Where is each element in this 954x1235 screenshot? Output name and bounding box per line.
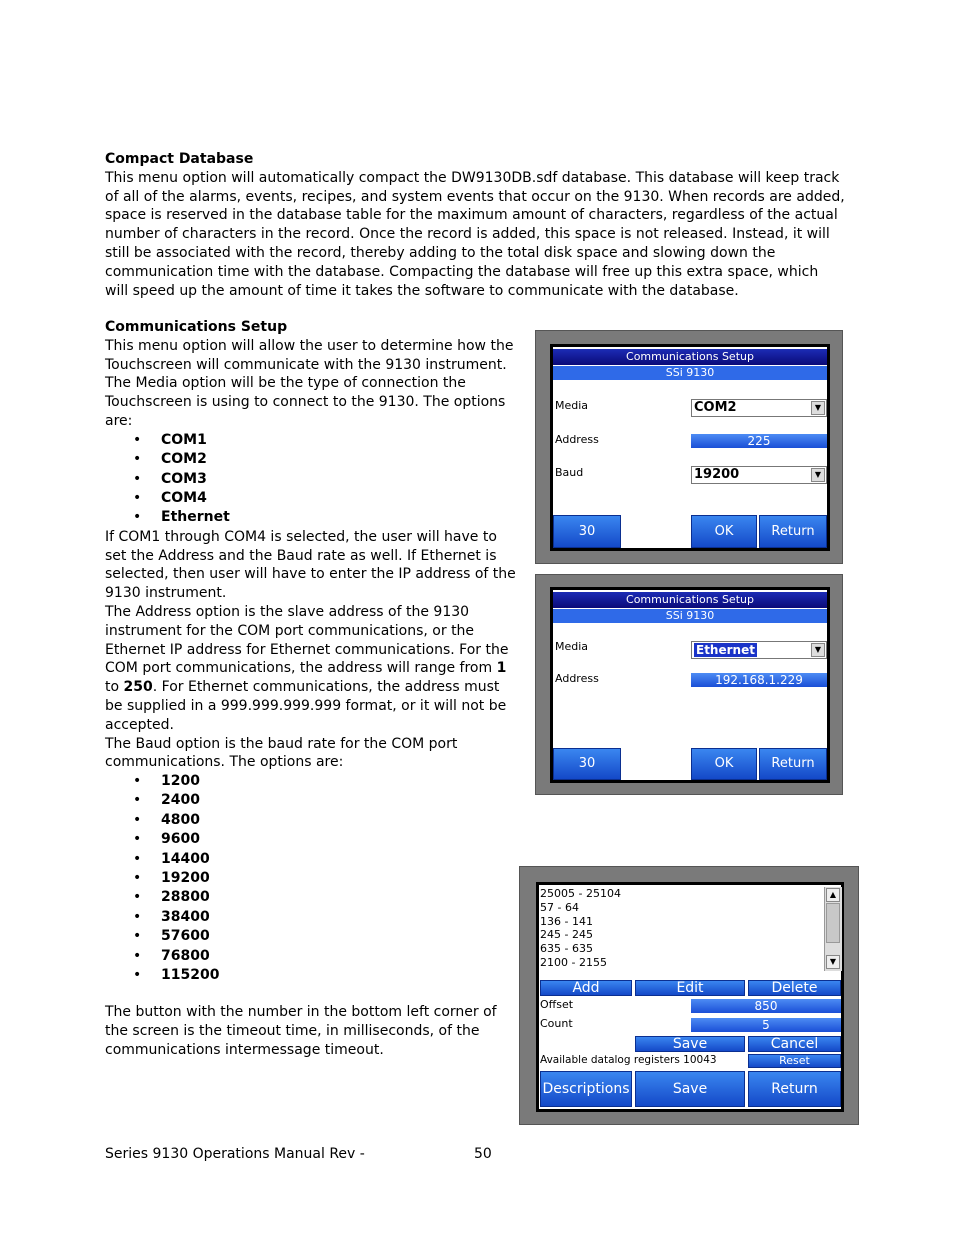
para3-to: to	[105, 679, 124, 696]
media-value: Ethernet	[696, 643, 755, 657]
baud-select[interactable]	[691, 466, 827, 484]
list-item: • 28800	[105, 888, 521, 907]
media-select[interactable]	[691, 399, 827, 417]
scroll-up-icon[interactable]: ▲	[826, 888, 840, 902]
baud-label: Baud	[555, 466, 584, 479]
media-options-list	[105, 431, 521, 528]
screen-subtitle: SSi 9130	[553, 366, 827, 380]
save-entry-button[interactable]: Save	[635, 1036, 745, 1052]
address-field[interactable]: 225	[691, 434, 827, 448]
dropdown-arrow-icon[interactable]: ▼	[811, 643, 825, 657]
count-label: Count	[540, 1017, 573, 1030]
cancel-button[interactable]: Cancel	[748, 1036, 841, 1052]
list-item[interactable]: 136 - 141	[540, 914, 593, 928]
list-item[interactable]: 25005 - 25104	[540, 887, 621, 900]
add-button[interactable]: Add	[540, 980, 632, 996]
available-registers-text: Available datalog registers 10043	[540, 1054, 717, 1066]
screen-title: Communications Setup	[553, 592, 827, 608]
return-button[interactable]: Return	[759, 748, 827, 780]
list-item: • 115200	[105, 966, 521, 985]
list-item: • COM4	[105, 489, 521, 508]
dropdown-arrow-icon[interactable]: ▼	[811, 468, 825, 482]
compact-section	[105, 150, 845, 300]
media-label: Media	[555, 399, 589, 412]
dropdown-arrow-icon[interactable]: ▼	[811, 401, 825, 415]
list-item[interactable]: 57 - 64	[540, 900, 579, 914]
save-button[interactable]: Save	[635, 1071, 745, 1107]
spacer	[105, 985, 521, 1003]
scroll-thumb[interactable]	[826, 903, 840, 943]
para3-text: The Address option is the slave address of the 9130 instrument for the COM port communications, or the Ethernet IP address for Ethernet communications. For the COM port communications, the address will range from	[105, 603, 509, 677]
list-item: • COM2	[105, 450, 521, 469]
list-item: • 2400	[105, 791, 521, 810]
scrollbar[interactable]	[824, 887, 842, 971]
comms-setup-screenshot-com	[535, 330, 843, 564]
comms-setup-screenshot-ethernet	[535, 574, 843, 795]
address-min: 1	[496, 660, 507, 677]
return-button[interactable]: Return	[748, 1071, 841, 1107]
para3-tail: . For Ethernet communications, the address must be supplied in a 999.999.999.999 format, or it will not be accepted.	[105, 679, 507, 733]
datalog-registers-screenshot	[519, 866, 859, 1125]
touchscreen	[536, 882, 844, 1112]
list-item: • 19200	[105, 869, 521, 888]
delete-button[interactable]: Delete	[748, 980, 841, 996]
list-item: • 38400	[105, 908, 521, 927]
list-item: • 4800	[105, 811, 521, 830]
address-label: Address	[555, 433, 599, 446]
ok-button[interactable]: OK	[691, 515, 757, 548]
comms-para2: If COM1 through COM4 is selected, the user will have to set the Address and the Baud rate as well. If Ethernet is selected, then user will have to enter the IP address of the 9130 instrument.	[105, 528, 516, 602]
edit-button[interactable]: Edit	[635, 980, 745, 996]
comms-para4: The Baud option is the baud rate for the COM port communications. The options are:	[105, 735, 458, 771]
list-item: • 1200	[105, 772, 521, 791]
register-range-list[interactable]	[540, 887, 824, 971]
offset-label: Offset	[540, 998, 574, 1011]
list-item[interactable]: 245 - 245	[540, 928, 593, 942]
comms-section	[105, 318, 521, 1060]
offset-field[interactable]: 850	[691, 999, 841, 1013]
touchscreen	[550, 587, 830, 783]
ok-button[interactable]: OK	[691, 748, 757, 780]
list-item: • Ethernet	[105, 508, 521, 527]
comms-heading: Communications Setup	[105, 319, 288, 335]
address-label: Address	[555, 672, 599, 685]
timeout-button[interactable]: 30	[553, 748, 621, 780]
media-select[interactable]	[691, 641, 827, 659]
list-item[interactable]: 2100 - 2155	[540, 955, 607, 969]
page-number: 50	[474, 1146, 492, 1162]
ip-address-field[interactable]: 192.168.1.229	[691, 673, 827, 687]
footer-manual-title: Series 9130 Operations Manual Rev -	[105, 1146, 365, 1162]
screen-title: Communications Setup	[553, 349, 827, 365]
media-value: COM2	[694, 400, 737, 415]
list-item: • 76800	[105, 947, 521, 966]
comms-para5: The button with the number in the bottom left corner of the screen is the timeout time, in milliseconds, of the communications intermessage timeout.	[105, 1004, 497, 1058]
screen-subtitle: SSi 9130	[553, 609, 827, 623]
list-item: • 14400	[105, 850, 521, 869]
compact-body: This menu option will automatically compact the DW9130DB.sdf database. This database will keep track of all of the alarms, events, recipes, and system events that occur on the 9130. When records are added, space is reserved in the database table for the maximum amount of characters, regardless of the actual number of characters in the record. Once the record is added, this space is not released. Instead, it will still be associated with the record, thereby adding to the total disk space and slowing down the communication time with the database. Compacting the database will free up this extra space, which will speed up the amount of time it takes the software to communicate with the database.	[105, 169, 845, 299]
list-item: • 57600	[105, 927, 521, 946]
list-item[interactable]: 635 - 635	[540, 942, 593, 956]
timeout-button[interactable]: 30	[553, 515, 621, 548]
descriptions-button[interactable]: Descriptions	[540, 1071, 632, 1107]
list-item: • COM3	[105, 470, 521, 489]
list-item: • 9600	[105, 830, 521, 849]
baud-value: 19200	[694, 467, 740, 482]
list-item: • COM1	[105, 431, 521, 450]
scroll-down-icon[interactable]: ▼	[826, 955, 840, 969]
address-max: 250	[123, 679, 153, 696]
comms-intro: This menu option will allow the user to determine how the Touchscreen will communicate with the 9130 instrument. The Media option will be the type of connection the Touchscreen is using to connect to the 9130. The options are:	[105, 337, 514, 429]
return-button[interactable]: Return	[759, 515, 827, 548]
count-field[interactable]: 5	[691, 1018, 841, 1032]
comms-para3	[105, 603, 521, 735]
touchscreen	[550, 344, 830, 551]
media-label: Media	[555, 640, 589, 653]
baud-options-list	[105, 772, 521, 985]
compact-heading: Compact Database	[105, 151, 254, 167]
reset-button[interactable]: Reset	[748, 1054, 841, 1068]
